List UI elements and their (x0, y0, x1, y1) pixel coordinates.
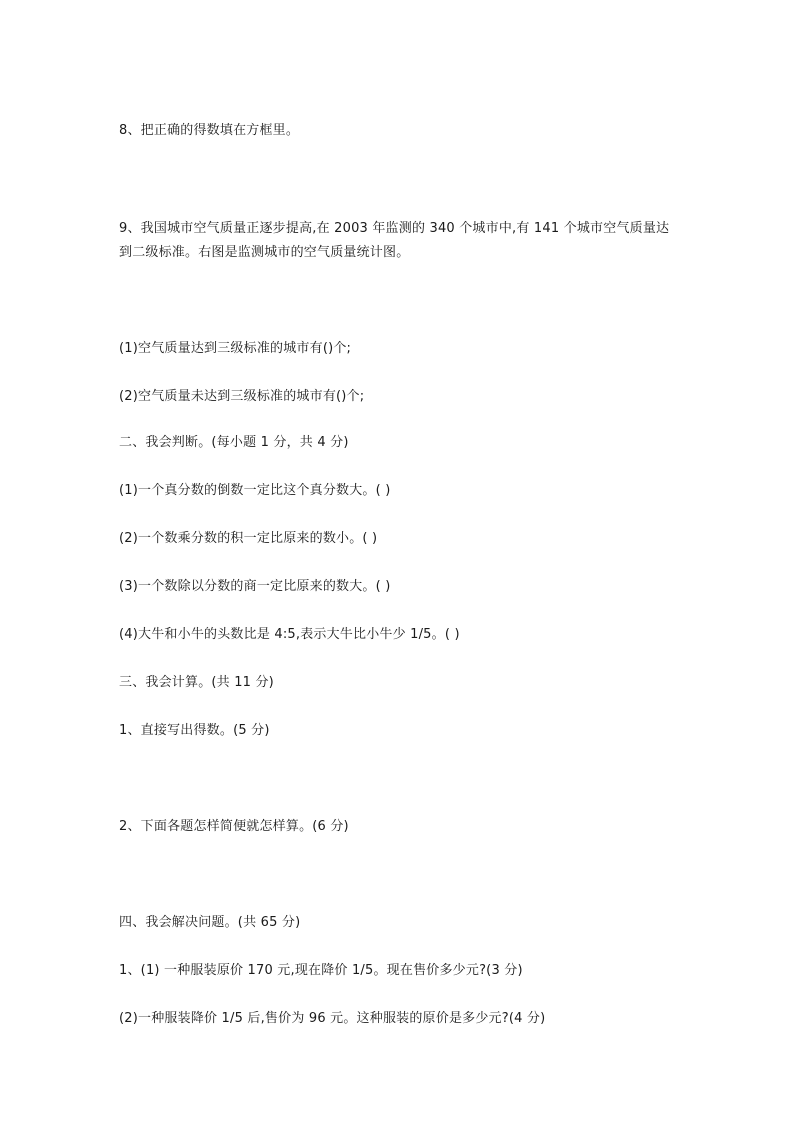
calc-item-2: 2、下面各题怎样简便就怎样算。(6 分) (119, 819, 349, 834)
judge-item-2: (2)一个数乘分数的积一定比原来的数小。( ) (119, 531, 378, 546)
calc-item-1: 1、直接写出得数。(5 分) (119, 723, 270, 738)
section-2-heading: 二、我会判断。(每小题 1 分，共 4 分) (119, 435, 349, 450)
solve-item-2: (2)一种服装降价 1/5 后,售价为 96 元。这种服装的原价是多少元?(4 分) (119, 1011, 546, 1026)
question-9-sub-1: (1)空气质量达到三级标准的城市有()个; (119, 341, 352, 356)
judge-item-1: (1)一个真分数的倒数一定比这个真分数大。( ) (119, 483, 391, 498)
question-8: 8、把正确的得数填在方框里。 (119, 123, 300, 138)
section-4-heading: 四、我会解决问题。(共 65 分) (119, 915, 301, 930)
question-9-line-1: 9、我国城市空气质量正逐步提高,在 2003 年监测的 340 个城市中,有 141 个城市空气质量达 (119, 221, 670, 236)
judge-item-4: (4)大牛和小牛的头数比是 4:5,表示大牛比小牛少 1/5。( ) (119, 627, 460, 642)
section-3-heading: 三、我会计算。(共 11 分) (119, 675, 274, 690)
judge-item-3: (3)一个数除以分数的商一定比原来的数大。( ) (119, 579, 391, 594)
solve-item-1: 1、(1) 一种服装原价 170 元,现在降价 1/5。现在售价多少元?(3 分) (119, 963, 523, 978)
question-9-line-2: 到二级标准。右图是监测城市的空气质量统计图。 (119, 245, 410, 260)
question-9-sub-2: (2)空气质量未达到三级标准的城市有()个; (119, 389, 365, 404)
